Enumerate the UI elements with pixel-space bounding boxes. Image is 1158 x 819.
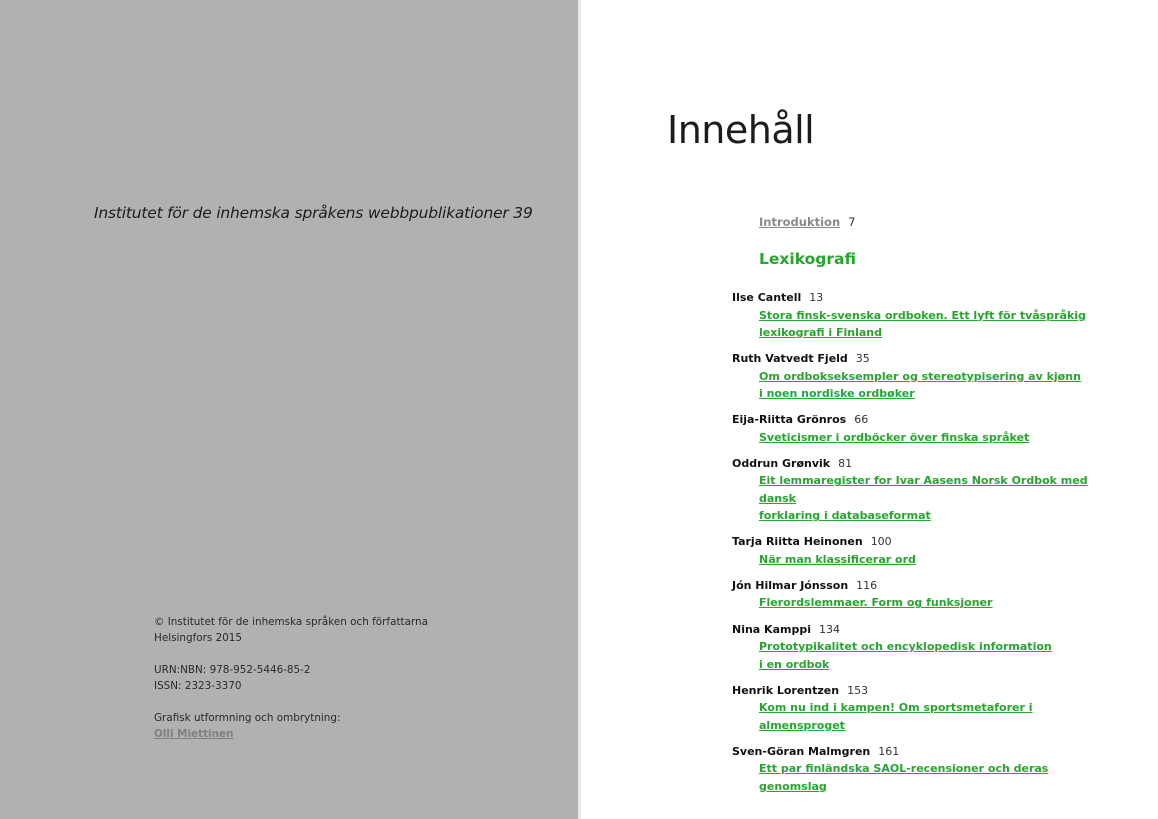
- toc-entry-author-line: [732, 621, 1112, 639]
- toc-entry-page-number: 161: [878, 744, 900, 758]
- toc-entry-page-number: 81: [838, 456, 853, 470]
- toc-entry-page-number: 66: [854, 413, 869, 427]
- toc-entry-title-link[interactable]: [732, 307, 1112, 342]
- toc-entry-title-line[interactable]: Sveticismer i ordböcker över finska språket: [759, 430, 1030, 444]
- toc-entry-title-link[interactable]: [732, 760, 1112, 795]
- toc-entry-title-line[interactable]: lexikografi i Finland: [759, 326, 882, 339]
- toc-entry-author: Tarja Riitta Heinonen: [732, 535, 863, 549]
- toc-entry-title-link[interactable]: [732, 368, 1112, 403]
- toc-entry-author-line: [732, 350, 1112, 368]
- toc-entry-title-line[interactable]: Flerordslemmaer. Form og funksjoner: [759, 596, 993, 610]
- toc-entry-title-link[interactable]: [732, 594, 1112, 612]
- toc-entry: [732, 743, 1112, 796]
- toc-intro: [759, 215, 855, 229]
- toc-entry-page-number: 153: [847, 683, 869, 697]
- toc-entry-title-line[interactable]: i noen nordiske ordbøker: [759, 387, 915, 401]
- toc-entry-author: Jón Hilmar Jónsson: [732, 578, 849, 592]
- intro-page-number: 7: [848, 215, 856, 229]
- toc-entry-title-link[interactable]: [732, 472, 1112, 525]
- toc-entry: [732, 621, 1112, 674]
- right-page: [581, 0, 1158, 819]
- toc-entry-title-line[interactable]: forklaring i databaseformat: [759, 509, 931, 523]
- toc-entry-author: Nina Kamppi: [732, 622, 811, 636]
- copyright-line: © Institutet för de inhemska språken och författarna: [154, 616, 428, 628]
- toc-entry-title-line[interactable]: Ett par finländska SAOL-recensioner och deras genomslag: [759, 762, 1049, 793]
- toc-entry-author-line: [732, 682, 1112, 700]
- toc-entry-author-line: [732, 289, 1112, 307]
- toc-entry-title-line[interactable]: Kom nu ind i kampen! Om sportsmetaforer i almensproget: [759, 701, 1033, 732]
- toc-entry-title-link[interactable]: [732, 699, 1112, 734]
- toc-entry-author-line: [732, 455, 1112, 473]
- toc-entry-author: Sven-Göran Malmgren: [732, 744, 871, 758]
- toc-entry-author-line: [732, 411, 1112, 429]
- issn-line: ISSN: 2323-3370: [154, 680, 242, 692]
- toc-entry: [732, 682, 1112, 735]
- toc-heading: Innehåll: [667, 108, 815, 152]
- series-title: Institutet för de inhemska språkens webbpublikationer 39: [94, 204, 533, 222]
- toc-entry-title-line[interactable]: När man klassificerar ord: [759, 552, 916, 566]
- toc-entry-page-number: 116: [856, 578, 878, 592]
- toc-entry: [732, 533, 1112, 568]
- toc-entry: [732, 455, 1112, 525]
- toc-entry-author: Eija-Riitta Grönros: [732, 413, 847, 427]
- designer-link[interactable]: Olli Miettinen: [154, 728, 234, 740]
- toc-entry-page-number: 13: [809, 291, 824, 304]
- toc-entry-title-link[interactable]: [732, 551, 1112, 569]
- toc-entries: [732, 289, 1112, 804]
- toc-entry-page-number: 134: [819, 622, 840, 636]
- section-title: Lexikografi: [759, 250, 856, 268]
- toc-entry-page-number: 100: [870, 535, 892, 549]
- toc-entry: [732, 289, 1112, 342]
- toc-entry: [732, 577, 1112, 612]
- place-year: Helsingfors 2015: [154, 632, 243, 644]
- toc-entry: [732, 411, 1112, 446]
- toc-entry-title-line[interactable]: Eit lemmaregister for Ivar Aasens Norsk Ordbok med dansk: [759, 474, 1088, 505]
- toc-entry-author: Ruth Vatvedt Fjeld: [732, 352, 848, 366]
- toc-entry-author: Ilse Cantell: [732, 291, 802, 304]
- toc-entry-title-line[interactable]: Prototypikalitet och encyklopedisk information: [759, 640, 1052, 654]
- urn-line: URN:NBN: 978-952-5446-85-2: [154, 664, 311, 676]
- toc-entry-author-line: [732, 577, 1112, 595]
- toc-entry-title-line[interactable]: Stora finsk-svenska ordboken. Ett lyft för tvåspråkig: [759, 308, 1086, 322]
- toc-entry: [732, 350, 1112, 403]
- imprint: [154, 614, 428, 742]
- toc-entry-author-line: [732, 533, 1112, 551]
- toc-entry-title-link[interactable]: [732, 638, 1112, 673]
- toc-entry-author: Oddrun Grønvik: [732, 456, 831, 470]
- intro-link[interactable]: Introduktion: [759, 215, 841, 229]
- toc-entry-author: Henrik Lorentzen: [732, 683, 840, 697]
- toc-entry-title-link[interactable]: [732, 429, 1112, 447]
- toc-entry-author-line: [732, 743, 1112, 761]
- toc-entry-title-line[interactable]: Om ordbokseksempler og stereotypisering av kjønn: [759, 369, 1081, 383]
- toc-entry-page-number: 35: [855, 352, 870, 366]
- left-page: [0, 0, 578, 819]
- design-label: Grafisk utformning och ombrytning:: [154, 712, 341, 724]
- toc-entry-title-line[interactable]: i en ordbok: [759, 657, 830, 671]
